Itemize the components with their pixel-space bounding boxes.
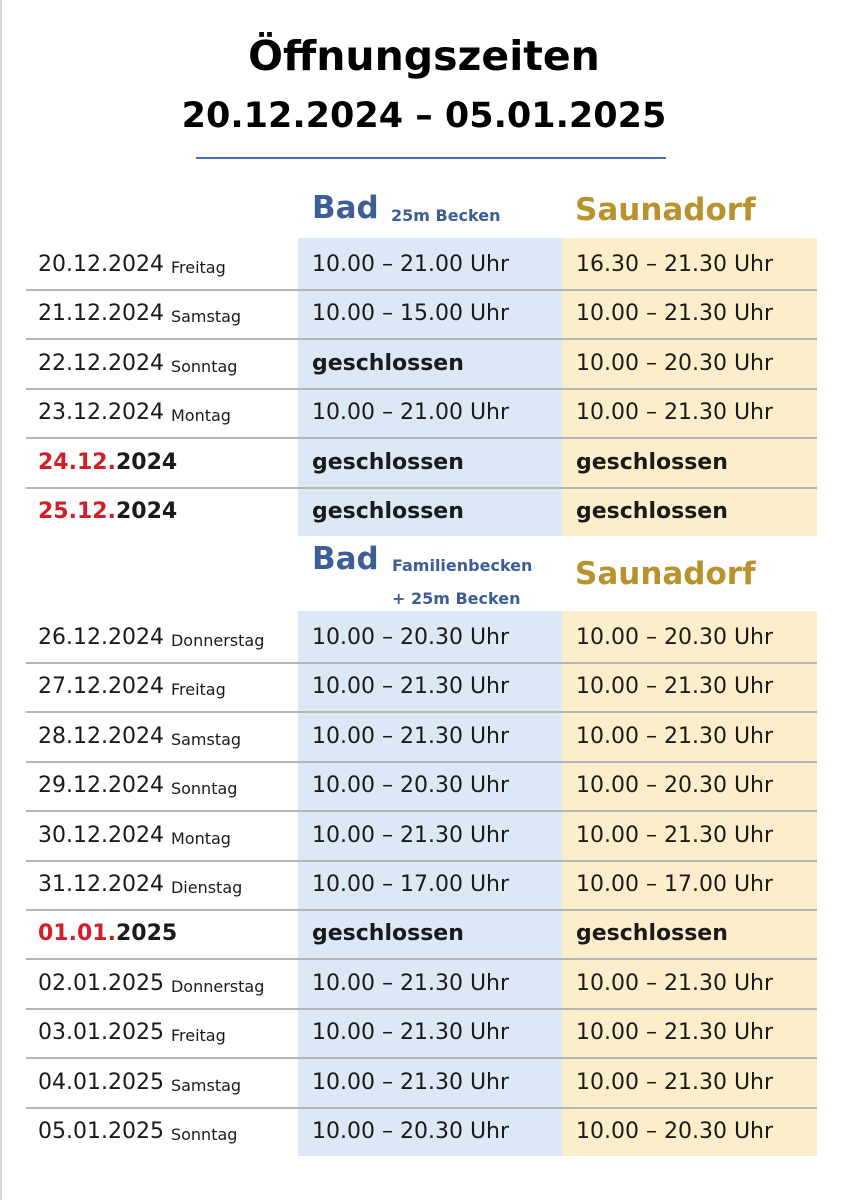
sauna-hours: 10.00 – 20.30 Uhr	[576, 1119, 774, 1144]
table-row	[26, 613, 817, 664]
sauna-hours: 10.00 – 20.30 Uhr	[576, 625, 774, 650]
section2-bad-heading: Bad	[312, 541, 379, 577]
table-row	[26, 959, 817, 1010]
page-title: Öffnungszeiten	[248, 32, 600, 80]
table-row	[26, 662, 817, 713]
section2-bad-subheading-1: Familienbecken	[392, 556, 533, 575]
row-date	[38, 811, 231, 860]
row-date	[38, 388, 231, 437]
bad-hours: 10.00 – 20.30 Uhr	[312, 625, 510, 650]
sauna-hours: 16.30 – 21.30 Uhr	[576, 252, 774, 277]
row-date	[38, 662, 226, 711]
date-text: 03.01.2025	[38, 1020, 164, 1046]
bad-hours: geschlossen	[312, 449, 464, 475]
weekday-text: Freitag	[170, 1026, 226, 1046]
bad-hours: 10.00 – 21.30 Uhr	[312, 723, 510, 749]
date-text: 30.12.2024	[38, 822, 164, 848]
row-date	[38, 959, 264, 1008]
bad-hours: 10.00 – 15.00 Uhr	[312, 301, 510, 327]
bad-hours: 10.00 – 21.30 Uhr	[312, 1069, 510, 1095]
section1-bad-subheading: 25m Becken	[391, 206, 501, 225]
section1-bad-heading: Bad	[312, 190, 379, 226]
bad-hours: 10.00 – 21.30 Uhr	[312, 674, 510, 700]
sauna-hours: 10.00 – 21.30 Uhr	[576, 723, 774, 749]
sauna-hours: geschlossen	[576, 449, 728, 475]
table-row	[26, 1058, 817, 1109]
sauna-hours: 10.00 – 21.30 Uhr	[576, 970, 774, 996]
section1-sauna-heading: Saunadorf	[575, 192, 756, 228]
table-row	[26, 1008, 817, 1059]
sauna-hours: geschlossen	[576, 921, 728, 947]
weekday-text: Donnerstag	[170, 631, 265, 650]
date-text: 04.01.2025	[38, 1069, 164, 1095]
bad-hours: 10.00 – 21.30 Uhr	[312, 1020, 510, 1046]
date-text: 29.12.2024	[38, 773, 164, 799]
page-edge	[0, 0, 2, 1200]
row-date	[38, 761, 237, 810]
date-text: 28.12.2024	[38, 723, 164, 749]
sauna-hours: geschlossen	[576, 499, 728, 524]
bad-hours: geschlossen	[312, 499, 464, 524]
row-date	[38, 289, 241, 338]
page-period: 20.12.2024 – 05.01.2025	[181, 96, 667, 136]
row-date	[38, 1107, 237, 1156]
date-text: 27.12.2024	[38, 674, 164, 700]
sauna-hours: 10.00 – 21.30 Uhr	[576, 674, 774, 700]
table-row	[26, 860, 817, 911]
date-text: 21.12.2024	[38, 301, 164, 327]
date-text: 26.12.2024	[38, 625, 164, 650]
section2-bad-subheading-2: + 25m Becken	[392, 589, 521, 608]
sauna-hours: 10.00 – 20.30 Uhr	[576, 350, 774, 376]
sauna-hours: 10.00 – 21.30 Uhr	[576, 301, 774, 327]
weekday-text: Freitag	[170, 258, 226, 277]
row-date	[38, 1058, 241, 1107]
row-date	[38, 909, 177, 958]
date-text: 23.12.2024	[38, 400, 164, 426]
table-row	[26, 761, 817, 812]
date-text: 02.01.2025	[38, 970, 164, 996]
section2-sauna-heading: Saunadorf	[575, 556, 756, 592]
bad-hours: 10.00 – 17.00 Uhr	[312, 872, 510, 897]
bad-hours: 10.00 – 21.00 Uhr	[312, 252, 510, 277]
weekday-text: Dienstag	[170, 878, 243, 897]
holiday-date: 25.12.	[38, 499, 116, 524]
date-text: 22.12.2024	[38, 350, 164, 376]
bad-hours: geschlossen	[312, 350, 464, 376]
row-date	[38, 339, 237, 388]
sauna-hours: 10.00 – 20.30 Uhr	[576, 773, 774, 799]
bad-hours: 10.00 – 21.30 Uhr	[312, 822, 510, 848]
weekday-text: Freitag	[170, 680, 226, 700]
table-row	[26, 909, 817, 960]
bad-hours: 10.00 – 20.30 Uhr	[312, 1119, 510, 1144]
bad-hours: 10.00 – 21.00 Uhr	[312, 400, 510, 426]
weekday-text: Sonntag	[170, 356, 238, 376]
holiday-year: 2025	[115, 921, 178, 947]
sauna-hours: 10.00 – 21.30 Uhr	[576, 822, 774, 848]
row-date	[38, 438, 177, 487]
title-divider	[196, 157, 666, 159]
row-date	[38, 613, 264, 662]
table-row	[26, 289, 817, 340]
table-row	[26, 487, 817, 536]
holiday-year: 2024	[115, 449, 178, 475]
date-text: 05.01.2025	[38, 1119, 164, 1144]
sauna-hours: 10.00 – 21.30 Uhr	[576, 1069, 774, 1095]
table-row	[26, 388, 817, 439]
weekday-text: Donnerstag	[170, 976, 265, 996]
holiday-date: 24.12.	[38, 449, 116, 475]
weekday-text: Sonntag	[170, 1125, 238, 1144]
table-row	[26, 339, 817, 390]
bad-hours: 10.00 – 20.30 Uhr	[312, 773, 510, 799]
weekday-text: Samstag	[170, 1075, 242, 1095]
weekday-text: Montag	[170, 406, 231, 426]
table-row	[26, 438, 817, 489]
weekday-text: Samstag	[170, 729, 242, 749]
sauna-hours: 10.00 – 21.30 Uhr	[576, 400, 774, 426]
weekday-text: Samstag	[170, 307, 242, 327]
row-date	[38, 712, 241, 761]
holiday-date: 01.01.	[38, 921, 116, 947]
row-date	[38, 487, 177, 536]
weekday-text: Sonntag	[170, 779, 238, 799]
date-text: 31.12.2024	[38, 872, 164, 897]
table-row	[26, 712, 817, 763]
table-row	[26, 1107, 817, 1156]
bad-hours: 10.00 – 21.30 Uhr	[312, 970, 510, 996]
sauna-hours: 10.00 – 21.30 Uhr	[576, 1020, 774, 1046]
table-row	[26, 811, 817, 862]
row-date	[38, 1008, 226, 1057]
table-row	[26, 240, 817, 291]
row-date	[38, 860, 242, 909]
holiday-year: 2024	[115, 499, 178, 524]
row-date	[38, 240, 226, 289]
date-text: 20.12.2024	[38, 252, 164, 277]
sauna-hours: 10.00 – 17.00 Uhr	[576, 872, 774, 897]
bad-hours: geschlossen	[312, 921, 464, 947]
weekday-text: Montag	[170, 828, 231, 848]
